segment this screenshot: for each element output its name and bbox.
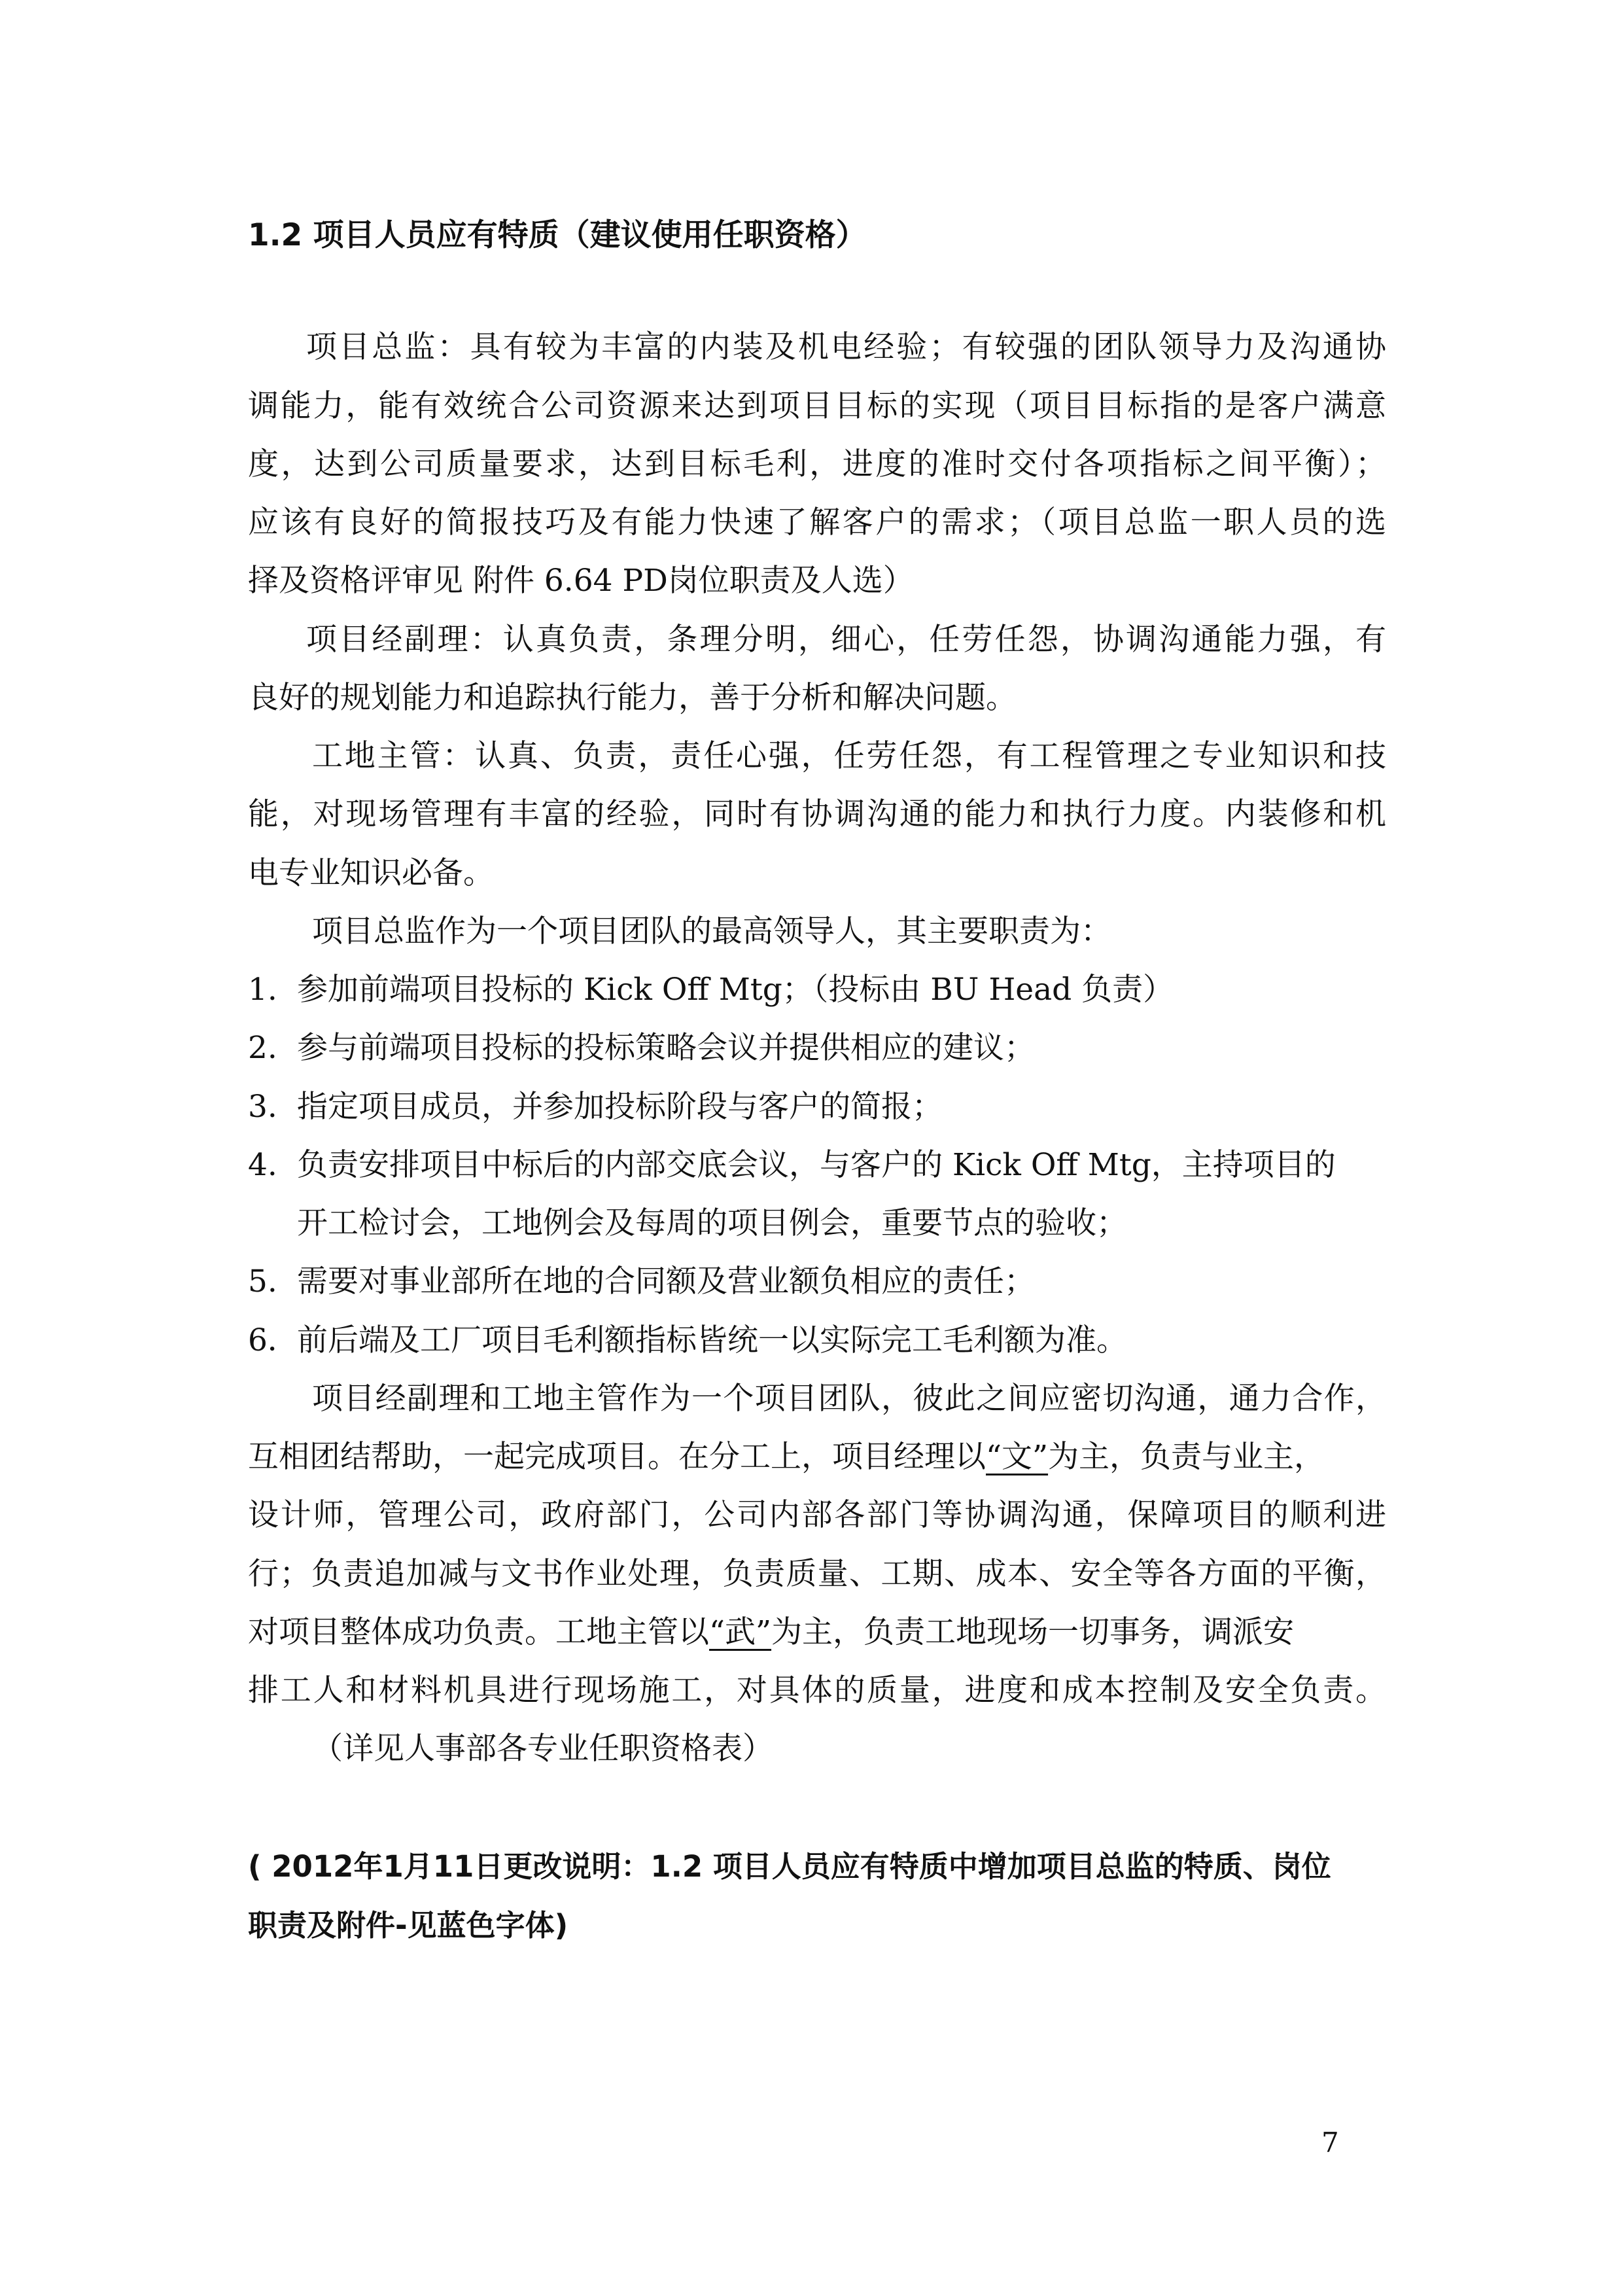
list-text: 前后端及工厂项目毛利额指标皆统一以实际完工毛利额为准。 <box>297 1322 1127 1358</box>
list-item-continuation: 开工检讨会，工地例会及每周的项目例会，重要节点的验收； <box>297 1205 1127 1241</box>
team-para-line: 行；负责追加减与文书作业处理，负责质量、工期、成本、安全等各方面的平衡， <box>248 1556 1386 1592</box>
list-item <box>248 970 1386 1010</box>
team-para-line: 项目经副理和工地主管作为一个项目团队，彼此之间应密切沟通，通力合作， <box>312 1381 1386 1417</box>
list-text: 指定项目成员，并参加投标阶段与客户的简报； <box>297 1089 943 1125</box>
deputy-para-line: 良好的规划能力和追踪执行能力，善于分析和解决问题。 <box>248 680 1017 716</box>
director-para-line: 调能力，能有效统合公司资源来达到项目目标的实现（项目目标指的是客户满意 <box>248 388 1386 424</box>
list-text: 参与前端项目投标的投标策略会议并提供相应的建议； <box>297 1030 1035 1066</box>
list-item <box>248 1321 1386 1360</box>
director-para-line: 度，达到公司质量要求，达到目标毛利，进度的准时交付各项指标之间平衡）； <box>248 446 1386 482</box>
list-number: 6． <box>248 1322 298 1358</box>
underlined-quote: “文” <box>986 1439 1049 1475</box>
team-text: 为主，负责与业主， <box>1048 1439 1325 1475</box>
list-item <box>248 1146 1386 1185</box>
list-item <box>248 1262 1386 1301</box>
site-para-line: 工地主管：认真、负责，责任心强，任劳任怨，有工程管理之专业知识和技 <box>312 738 1386 774</box>
director-para-line: 应该有良好的简报技巧及有能力快速了解客户的需求；（项目总监一职人员的选 <box>248 504 1386 540</box>
page-number: 7 <box>1321 2127 1339 2159</box>
deputy-para-line: 项目经副理：认真负责，条理分明，细心，任劳任怨，协调沟通能力强，有 <box>306 622 1386 658</box>
list-item <box>248 1087 1386 1127</box>
team-para-line <box>248 1613 1386 1652</box>
director-para-line: 择及资格评审见 附件 6.64 PD岗位职责及人选） <box>248 563 914 599</box>
change-note-line: 职责及附件-见蓝色字体) <box>248 1908 568 1943</box>
change-note-line: ( 2012年1月11日更改说明：1.2 项目人员应有特质中增加项目总监的特质、岗位 <box>248 1849 1331 1884</box>
list-number: 4. <box>248 1147 277 1183</box>
director-para-line: 项目总监：具有较为丰富的内装及机电经验；有较强的团队领导力及沟通协 <box>306 329 1386 365</box>
team-para-line: 设计师，管理公司，政府部门，公司内部各部门等协调沟通，保障项目的顺利进 <box>248 1497 1386 1533</box>
site-para-line: 能，对现场管理有丰富的经验，同时有协调沟通的能力和执行力度。内装修和机 <box>248 796 1386 832</box>
list-number: 5. <box>248 1263 277 1299</box>
team-text: 互相团结帮助，一起完成项目。在分工上，项目经理以 <box>248 1439 986 1475</box>
underlined-quote: “武” <box>709 1614 772 1650</box>
section-heading: 1.2 项目人员应有特质（建议使用任职资格） <box>248 217 867 253</box>
team-text: 为主，负责工地现场一切事务，调派安 <box>771 1614 1295 1650</box>
team-para-line <box>248 1438 1386 1477</box>
list-item <box>248 1029 1386 1068</box>
list-text: 负责安排项目中标后的内部交底会议，与客户的 Kick Off Mtg，主持项目的 <box>297 1147 1336 1183</box>
list-number: 3. <box>248 1089 277 1125</box>
list-text: 参加前端项目投标的 Kick Off Mtg；（投标由 BU Head 负责） <box>297 972 1174 1008</box>
list-number: 1. <box>248 972 277 1008</box>
team-text: 对项目整体成功负责。工地主管以 <box>248 1614 709 1650</box>
team-para-line: 排工人和材料机具进行现场施工，对具体的质量，进度和成本控制及安全负责。 <box>248 1672 1386 1708</box>
see-also-note: （详见人事部各专业任职资格表） <box>312 1731 773 1767</box>
list-number: 2. <box>248 1030 277 1066</box>
duties-intro: 项目总监作为一个项目团队的最高领导人，其主要职责为： <box>312 913 1111 949</box>
site-para-line: 电专业知识必备。 <box>248 855 494 891</box>
list-text: 需要对事业部所在地的合同额及营业额负相应的责任； <box>297 1263 1035 1299</box>
